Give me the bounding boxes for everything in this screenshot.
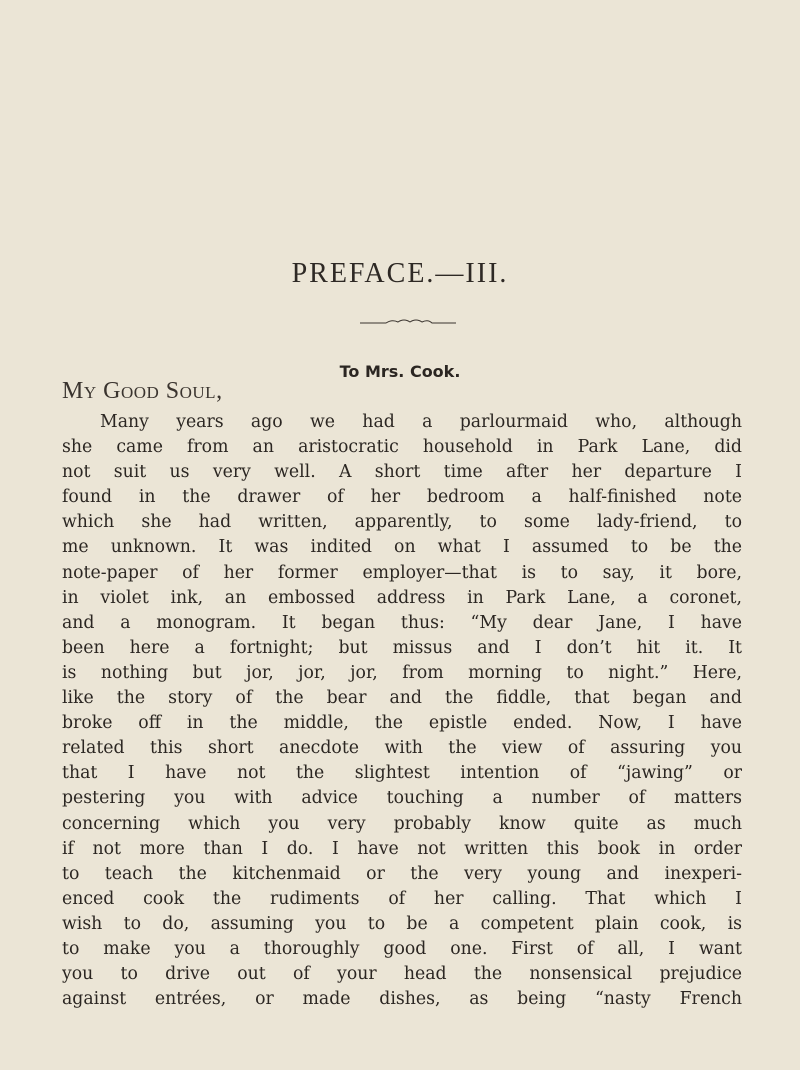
- text-line: Many years ago we had a parlourmaid who, although: [100, 412, 742, 432]
- text-line: in violet ink, an embossed address in Park Lane, a coronet,: [62, 587, 742, 608]
- text-line: like the story of the bear and the fiddle, that began and: [62, 688, 742, 709]
- text-line: not suit us very well. A short time after her departure I: [62, 462, 742, 483]
- text-line: that I have not the slightest intention of “jawing” or: [62, 763, 742, 784]
- text-line: related this short anecdote with the view of assuring you: [62, 738, 742, 759]
- text-line: found in the drawer of her bedroom a half-finished note: [62, 487, 742, 508]
- text-line: note-paper of her former employer—that is to say, it bore,: [62, 562, 742, 583]
- text-line: you to drive out of your head the nonsensical prejudice: [62, 964, 742, 985]
- text-line: is nothing but jor, jor, jor, from morning to night.” Here,: [62, 662, 742, 683]
- text-line: which she had written, apparently, to some lady-friend, to: [62, 512, 742, 533]
- text-line: she came from an aristocratic household in Park Lane, did: [62, 437, 742, 458]
- body-text: [62, 410, 742, 1012]
- text-line: concerning which you very probably know quite as much: [62, 813, 742, 834]
- text-line: enced cook the rudiments of her calling. That which I: [62, 888, 742, 909]
- greeting: My Good Soul,: [62, 378, 223, 404]
- text-line: wish to do, assuming you to be a competent plain cook, is: [62, 913, 742, 934]
- text-line: against entrées, or made dishes, as being “nasty French: [62, 989, 742, 1010]
- text-line: to make you a thoroughly good one. First of all, I want: [62, 938, 742, 959]
- text-line: and a monogram. It began thus: “My dear Jane, I have: [62, 612, 742, 633]
- ornament-divider: [358, 317, 458, 327]
- text-line: to teach the kitchenmaid or the very young and inexperi-: [62, 863, 742, 884]
- text-line: pestering you with advice touching a number of matters: [62, 788, 742, 809]
- page-title: PREFACE.—III.: [291, 258, 509, 289]
- text-line: broke off in the middle, the epistle ended. Now, I have: [62, 713, 742, 734]
- salutation: To Mrs. Cook.: [339, 362, 461, 381]
- text-line: been here a fortnight; but missus and I don’t hit it. It: [62, 637, 742, 658]
- text-line: if not more than I do. I have not written this book in order: [62, 838, 742, 859]
- text-line: me unknown. It was indited on what I assumed to be the: [62, 537, 742, 558]
